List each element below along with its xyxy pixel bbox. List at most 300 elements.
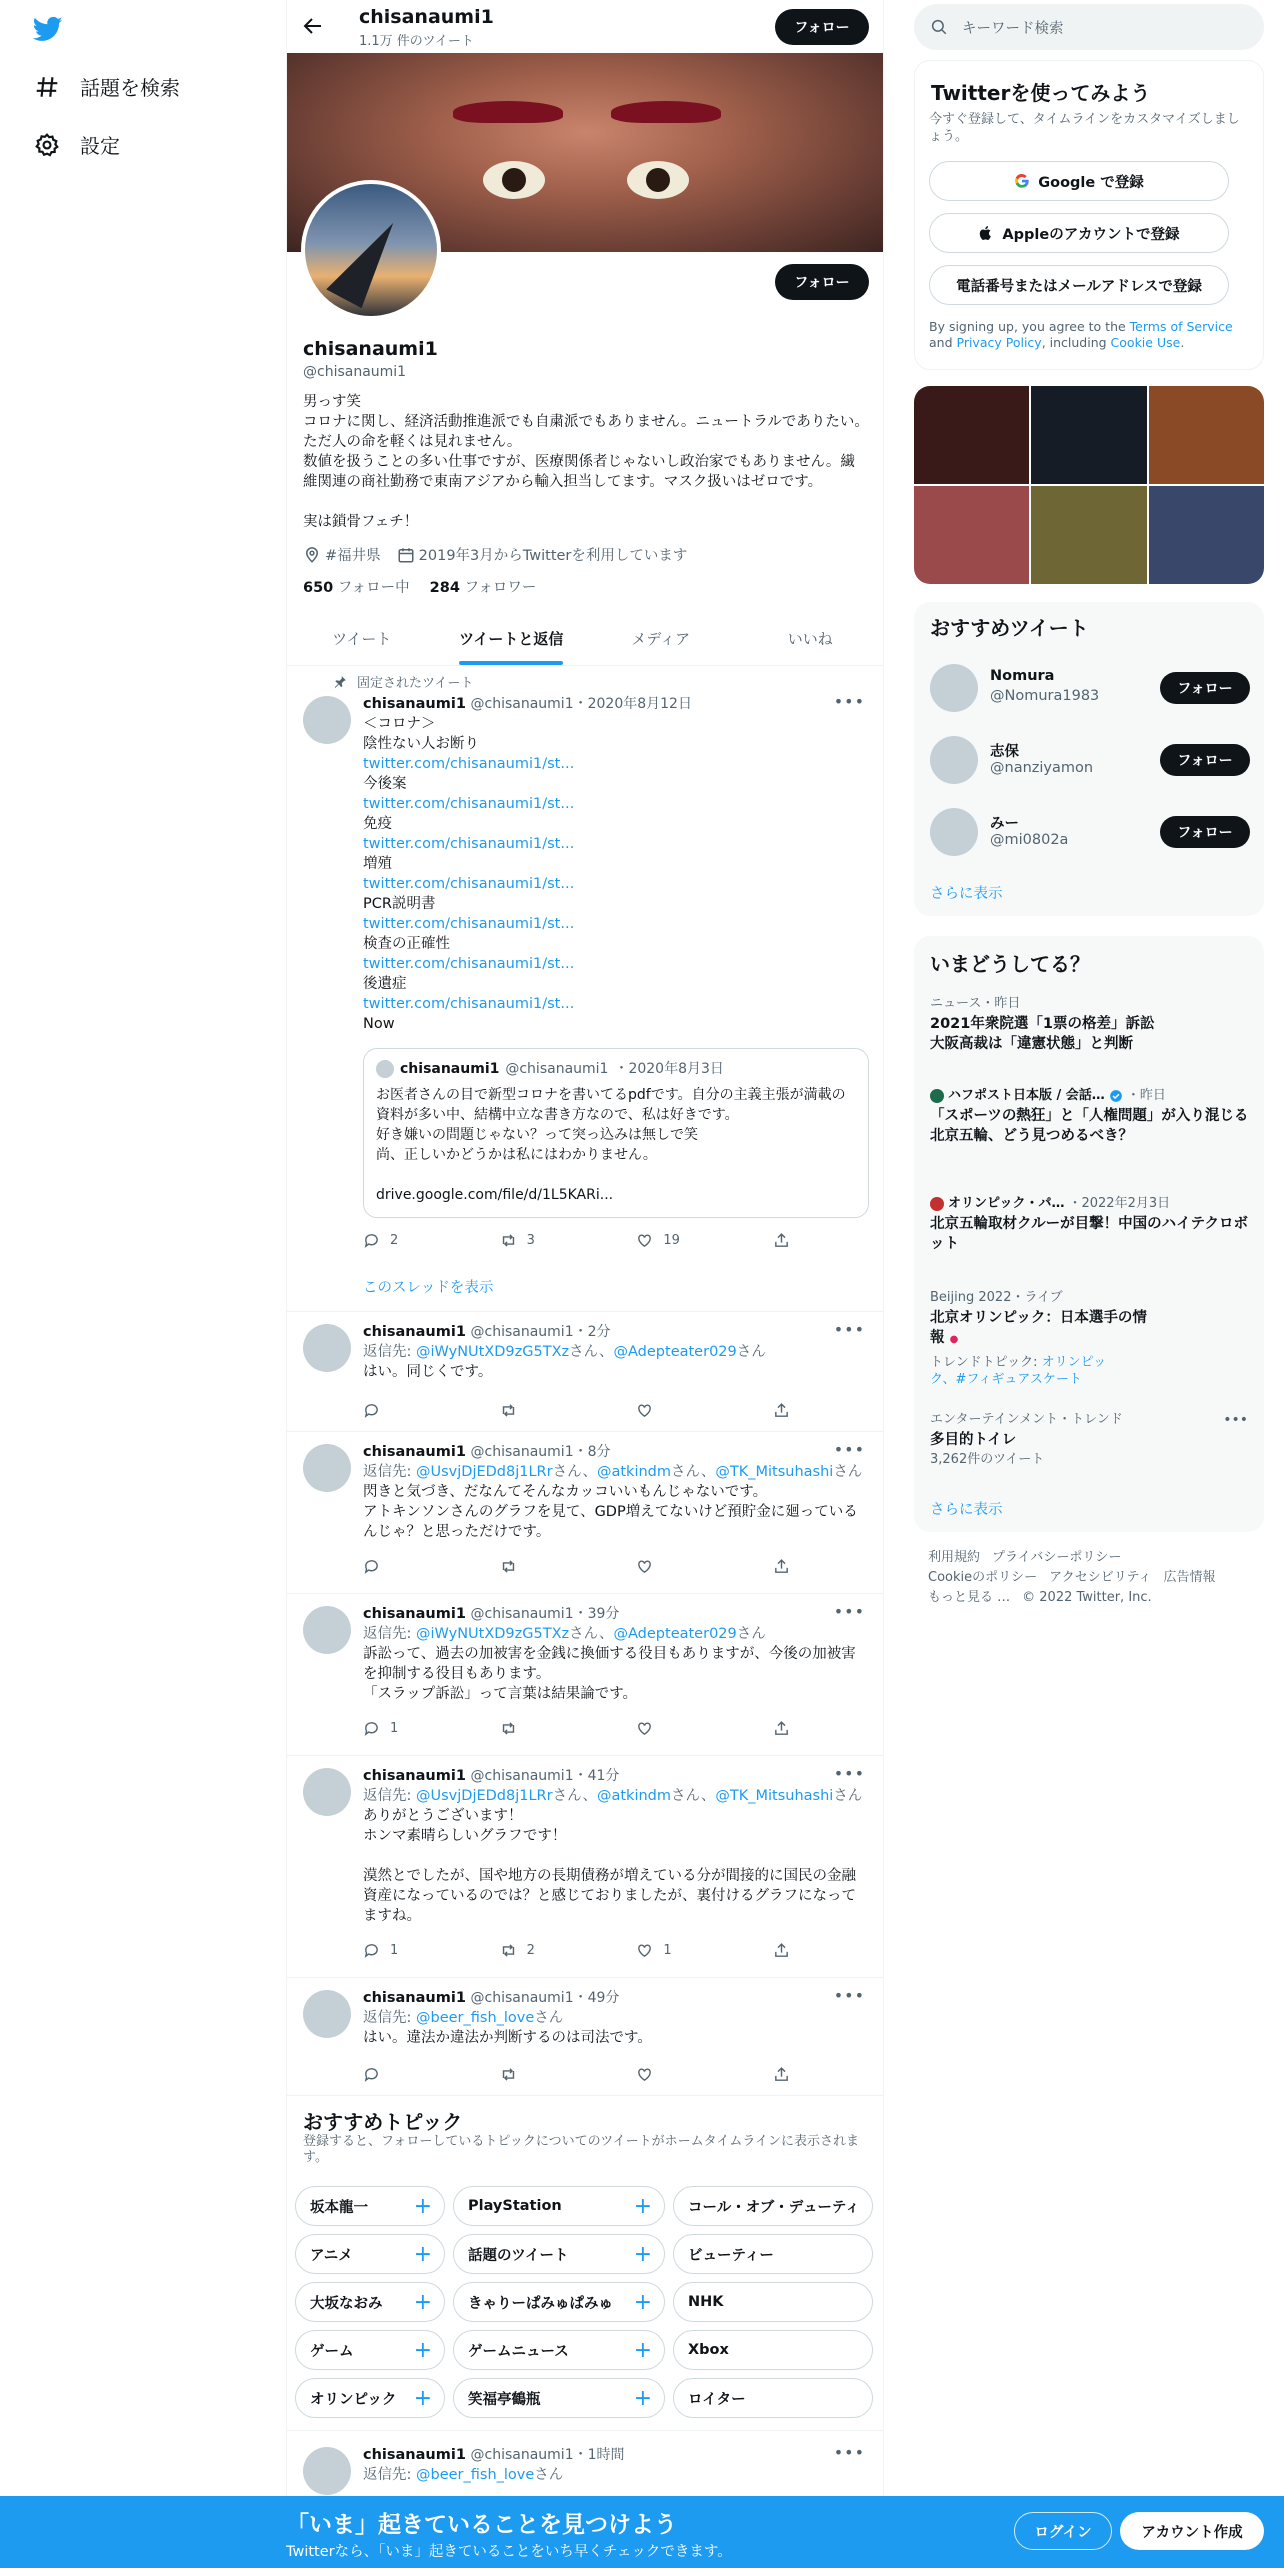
tweet-line: 検査の正確性 <box>363 936 450 952</box>
retweet-button[interactable] <box>500 2066 580 2083</box>
trend-item[interactable] <box>930 1288 1250 1388</box>
signup-title: Twitterを使ってみよう <box>931 81 1151 105</box>
tweet-header <box>363 1766 869 1786</box>
back-arrow-icon[interactable] <box>301 14 325 38</box>
reply-suffix: さん <box>534 2010 564 2026</box>
trends-title: いまどうしてる？ <box>930 952 1090 976</box>
more-options-icon[interactable]: ••• <box>833 692 865 711</box>
trending-links[interactable]: オリンピック、#フィギュアスケート <box>930 1355 1107 1387</box>
reply-suffix: さん、 <box>552 1464 597 1480</box>
follow-button[interactable]: フォロー <box>1160 672 1250 704</box>
plus-icon[interactable]: + <box>633 2385 652 2411</box>
user-name: Nomura <box>990 668 1055 684</box>
retweet-count: 3 <box>526 1233 535 1248</box>
topic-chip-label: ロイター <box>688 2391 746 2408</box>
user-handle: @mi0802a <box>990 832 1069 848</box>
topic-chip[interactable] <box>295 2378 445 2418</box>
trend-item[interactable] <box>930 1194 1250 1254</box>
tweet-line: 今後案 <box>363 776 407 792</box>
reply-button[interactable] <box>363 1720 443 1737</box>
recommended-more-link[interactable]: さらに表示 <box>930 886 1003 902</box>
reply-suffix: さん <box>833 1464 863 1480</box>
signup-legal <box>929 319 1249 351</box>
trend-item[interactable] <box>930 1086 1250 1146</box>
location-pin-icon <box>303 546 321 564</box>
plus-icon[interactable]: + <box>633 2289 652 2315</box>
profile-header-bar <box>287 0 884 53</box>
tweet-line: 陰性ない人お断り <box>363 736 479 752</box>
trend-item[interactable] <box>930 994 1250 1054</box>
pinned-tweet[interactable] <box>287 666 884 1312</box>
reply-mention[interactable]: @Adepteater029 <box>613 1626 737 1642</box>
media-thumbnail[interactable] <box>1149 486 1264 584</box>
avatar[interactable] <box>303 1444 351 1492</box>
tweet-body <box>363 694 869 1034</box>
recommended-title: おすすめツイート <box>930 616 1089 640</box>
share-icon <box>773 1232 790 1249</box>
trend-time: ・昨日 <box>1126 1088 1166 1103</box>
media-thumbnail[interactable] <box>1031 386 1146 484</box>
plus-icon[interactable]: + <box>413 2241 432 2267</box>
plus-icon[interactable]: + <box>413 2385 432 2411</box>
tweet[interactable] <box>287 1594 884 1756</box>
profile-follow-counts <box>303 576 536 597</box>
retweet-icon <box>500 1720 517 1737</box>
reply-prefix: 返信先: <box>363 2010 416 2026</box>
profile-joined-text: 2019年3月からTwitterを利用しています <box>418 548 688 564</box>
apple-signup-button[interactable] <box>929 213 1229 253</box>
follow-button[interactable]: フォロー <box>1160 816 1250 848</box>
like-button[interactable] <box>636 1558 716 1575</box>
tweet-line: PCR説明書 <box>363 896 436 912</box>
share-button[interactable] <box>773 1232 793 1249</box>
phone-email-signup-button[interactable]: 電話番号またはメールアドレスで登録 <box>929 265 1229 305</box>
prompt-title: 「いま」起きていることを見つけよう <box>286 2512 677 2538</box>
signup-button[interactable]: アカウント作成 <box>1120 2512 1264 2550</box>
reply-icon <box>363 2066 380 2083</box>
retweet-button[interactable] <box>500 1232 580 1249</box>
nav-settings[interactable] <box>34 130 120 159</box>
topic-chip[interactable] <box>673 2378 873 2418</box>
apple-logo-icon <box>978 225 994 241</box>
footer-link[interactable]: もっと見る … <box>928 1590 1011 1605</box>
search-icon <box>930 18 948 36</box>
avatar <box>376 1060 394 1078</box>
like-button[interactable] <box>636 1232 716 1249</box>
tweet-line: 後遺症 <box>363 976 407 992</box>
like-button[interactable] <box>636 2066 716 2083</box>
tweet-time[interactable]: ・2分 <box>573 1324 611 1340</box>
topic-chip[interactable] <box>295 2282 445 2322</box>
heart-icon <box>636 1402 653 1419</box>
hashtag-icon <box>34 74 60 100</box>
heart-icon <box>636 2066 653 2083</box>
trending-topics <box>930 1354 1130 1388</box>
topic-chip-label: PlayStation <box>468 2198 562 2214</box>
topic-chip[interactable] <box>295 2234 445 2274</box>
legal-text: By signing up, you agree to the <box>929 319 1130 334</box>
tweet-link[interactable]: twitter.com/chisanaumi1/st... <box>363 956 575 972</box>
trends-panel <box>914 936 1264 1532</box>
tweet-actions <box>363 2066 793 2083</box>
share-icon <box>773 1942 790 1959</box>
plus-icon[interactable]: + <box>633 2337 652 2363</box>
copyright: © 2022 Twitter, Inc. <box>1022 1590 1152 1605</box>
heart-icon <box>636 1720 653 1737</box>
more-options-icon[interactable]: ••• <box>833 1764 865 1783</box>
tweet-author-handle[interactable]: @chisanaumi1 <box>470 1990 574 2006</box>
reply-prefix: 返信先: <box>363 1788 416 1804</box>
footer-link[interactable]: プライバシーポリシー <box>992 1550 1122 1565</box>
terms-link[interactable]: Terms of Service <box>1129 319 1233 334</box>
share-button[interactable] <box>773 1558 793 1575</box>
profile-bio: 男っす笑 コロナに関し、経済活動推進派でも自粛派でもありません。ニュートラルでありたい。ただ人の命を軽くは見れません。 数値を扱うことの多い仕事ですが、医療関係者じゃないし政治家でもありません。繊維関連の商社勤務で東南アジアから輸入担当してます。マスク扱いはゼロです。 実は鎖骨フェチ！ <box>303 394 869 530</box>
share-button[interactable] <box>773 1942 793 1959</box>
topic-chip-label: ゲーム <box>310 2343 354 2360</box>
avatar[interactable] <box>930 664 978 712</box>
topic-chip[interactable] <box>453 2378 665 2418</box>
tweet-actions <box>363 1942 793 1959</box>
followers-label: フォロワー <box>464 580 537 596</box>
header-follow-button[interactable]: フォロー <box>775 9 869 45</box>
live-dot-icon: ● <box>949 1334 959 1345</box>
footer-link[interactable]: Cookieのポリシー <box>928 1570 1038 1585</box>
tweet-date[interactable]: ・2020年8月12日 <box>573 696 692 712</box>
reply-suffix: さん、 <box>671 1788 716 1804</box>
tab-tweets[interactable]: ツイート <box>332 630 392 648</box>
login-button[interactable]: ログイン <box>1014 2512 1112 2550</box>
reply-mention[interactable]: @atkindm <box>596 1788 671 1804</box>
tweet-link[interactable]: twitter.com/chisanaumi1/st... <box>363 796 575 812</box>
more-options-icon[interactable]: ••• <box>833 1440 865 1459</box>
tweet-body <box>363 1604 869 1704</box>
trend-category <box>930 1194 1250 1214</box>
topic-chip-label: コール・オブ・デューティ <box>688 2199 860 2216</box>
trend-title: 北京五輪取材クルーが目撃！中国のハイテクロボット <box>930 1216 1248 1252</box>
topic-chip[interactable] <box>453 2282 665 2322</box>
tweet-time[interactable]: ・8分 <box>573 1444 611 1460</box>
reply-mention[interactable]: @iWyNUtXD9zG5TXz <box>416 1344 570 1360</box>
privacy-link[interactable]: Privacy Policy <box>956 335 1042 350</box>
tweet-link[interactable]: twitter.com/chisanaumi1/st... <box>363 756 575 772</box>
tweet-author-name[interactable]: chisanaumi1 <box>363 1444 466 1460</box>
footer-link[interactable]: アクセシビリティ <box>1049 1570 1152 1585</box>
topic-chip[interactable] <box>673 2330 873 2370</box>
gear-icon <box>34 132 60 158</box>
reply-suffix: さん、 <box>552 1788 597 1804</box>
google-logo-icon <box>1014 173 1030 189</box>
profile-tabs <box>287 612 884 666</box>
reply-icon <box>363 1558 380 1575</box>
tweet-author-handle[interactable]: @chisanaumi1 <box>470 1768 574 1784</box>
reply-button[interactable] <box>363 1402 443 1419</box>
tweet-actions <box>363 1558 793 1575</box>
tweet-body <box>363 1442 869 1542</box>
topic-chip-label: 話題のツイート <box>468 2247 569 2264</box>
tweet-line: ＜コロナ＞ <box>363 716 436 732</box>
reply-mention[interactable]: @TK_Mitsuhashi <box>715 1788 834 1804</box>
topic-chip-label: 坂本龍一 <box>310 2199 368 2216</box>
tweet-author-handle[interactable]: @chisanaumi1 <box>470 1324 574 1340</box>
avatar[interactable] <box>303 1606 351 1654</box>
quoted-tweet[interactable] <box>363 1048 869 1218</box>
reply-context <box>363 1624 869 1644</box>
trend-category: Beijing 2022・ライブ <box>930 1290 1063 1305</box>
plus-icon[interactable]: + <box>413 2289 432 2315</box>
reply-button[interactable] <box>363 1558 443 1575</box>
tweet-author-name[interactable]: chisanaumi1 <box>363 696 466 712</box>
reply-mention[interactable]: @atkindm <box>596 1464 671 1480</box>
like-button[interactable] <box>636 1942 716 1959</box>
topic-chip[interactable] <box>673 2282 873 2322</box>
tweet[interactable] <box>287 1756 884 1978</box>
tab-likes[interactable]: いいね <box>787 630 833 648</box>
following-label: フォロー中 <box>337 580 410 596</box>
reply-prefix: 返信先: <box>363 1464 416 1480</box>
profile-location-text: #福井県 <box>325 548 381 564</box>
tab-media[interactable]: メディア <box>631 630 691 648</box>
nav-explore-label: 話題を検索 <box>80 76 180 100</box>
tweet-header <box>363 694 869 714</box>
recommended-user[interactable] <box>930 806 1250 858</box>
reply-suffix: さん <box>736 1344 766 1360</box>
topics-subtitle: 登録すると、フォローしているトピックについてのツイートがホームタイムラインに表示されます。 <box>303 2134 860 2165</box>
retweet-icon <box>500 1558 517 1575</box>
reply-context <box>363 1342 869 1362</box>
more-options-icon[interactable]: ••• <box>1223 1412 1248 1428</box>
share-icon <box>773 1402 790 1419</box>
tweet-author-name[interactable]: chisanaumi1 <box>363 2447 466 2463</box>
google-signup-button[interactable] <box>929 161 1229 201</box>
like-button[interactable] <box>636 1720 716 1737</box>
user-name: 志保 <box>990 744 1019 760</box>
topic-chip-label: NHK <box>688 2294 724 2310</box>
topic-chip[interactable] <box>295 2186 445 2226</box>
tweet-body <box>363 1766 869 1926</box>
trends-more-link[interactable]: さらに表示 <box>930 1502 1003 1518</box>
more-options-icon[interactable]: ••• <box>833 1986 865 2005</box>
topic-chip-label: 大坂なおみ <box>310 2295 383 2312</box>
reply-mention[interactable]: @TK_Mitsuhashi <box>715 1464 834 1480</box>
verified-badge-icon <box>1109 1089 1123 1103</box>
topic-chip-label: 笑福亭鶴瓶 <box>468 2391 541 2408</box>
tweet-author-handle[interactable]: @chisanaumi1 <box>470 2447 574 2463</box>
reply-context <box>363 2008 869 2028</box>
trend-source: ハフポスト日本版 / 会話… <box>948 1088 1105 1103</box>
reply-mention[interactable]: @beer_fish_love <box>416 2010 535 2026</box>
heart-icon <box>636 1232 653 1249</box>
tweet-line: Now <box>363 1016 395 1032</box>
share-button[interactable] <box>773 2066 793 2083</box>
share-button[interactable] <box>773 1402 793 1419</box>
tweet-time[interactable]: ・49分 <box>573 1990 620 2006</box>
followers-link[interactable] <box>430 576 537 597</box>
tweet-header <box>363 1442 869 1462</box>
recommended-user[interactable] <box>930 662 1250 714</box>
tweet-line: 免疫 <box>363 816 392 832</box>
more-options-icon[interactable]: ••• <box>833 2443 865 2462</box>
plus-icon[interactable]: + <box>633 2193 652 2219</box>
tweet-link[interactable]: twitter.com/chisanaumi1/st... <box>363 876 575 892</box>
reply-button[interactable] <box>363 1942 443 1959</box>
retweet-button[interactable] <box>500 1402 580 1419</box>
media-thumbnail[interactable] <box>1031 486 1146 584</box>
like-count: 19 <box>663 1233 680 1248</box>
tweet-author-handle[interactable]: @chisanaumi1 <box>470 1444 574 1460</box>
nav-explore[interactable] <box>34 72 180 101</box>
topic-chip[interactable] <box>673 2186 873 2226</box>
google-signup-label: Google で登録 <box>1038 174 1144 191</box>
avatar[interactable] <box>303 2447 351 2495</box>
retweet-button[interactable] <box>500 1942 580 1959</box>
tweet-author-handle[interactable]: @chisanaumi1 <box>470 696 574 712</box>
topic-chip-label: オリンピック <box>310 2391 397 2408</box>
tweet-author-handle[interactable]: @chisanaumi1 <box>470 1606 574 1622</box>
media-thumbnail[interactable] <box>914 386 1029 484</box>
show-thread-link[interactable]: このスレッドを表示 <box>363 1280 494 1296</box>
follow-button[interactable]: フォロー <box>1160 744 1250 776</box>
topic-chip-label: Xbox <box>688 2342 729 2358</box>
plus-icon[interactable]: + <box>413 2193 432 2219</box>
apple-signup-label: Appleのアカウントで登録 <box>1002 226 1180 243</box>
quoted-author-handle: @chisanaumi1 <box>505 1061 609 1077</box>
reply-mention[interactable]: @iWyNUtXD9zG5TXz <box>416 1626 570 1642</box>
share-icon <box>773 1720 790 1737</box>
user-handle: @nanziyamon <box>990 760 1094 776</box>
tweet[interactable] <box>287 1312 884 1432</box>
reply-icon <box>363 1232 380 1249</box>
tweet-author-name[interactable]: chisanaumi1 <box>363 1990 466 2006</box>
main-column <box>286 0 884 2568</box>
pinned-indicator <box>333 672 473 691</box>
retweet-button[interactable] <box>500 1720 580 1737</box>
avatar[interactable] <box>303 1990 351 2038</box>
avatar[interactable] <box>930 736 978 784</box>
profile-handle: @chisanaumi1 <box>303 364 407 380</box>
avatar[interactable] <box>303 1768 351 1816</box>
trend-category: ニュース・昨日 <box>930 996 1021 1011</box>
reply-count: 1 <box>390 1721 399 1736</box>
reply-prefix: 返信先: <box>363 1626 416 1642</box>
trend-title <box>930 1308 1160 1350</box>
tweet[interactable] <box>287 1432 884 1594</box>
recommended-user[interactable] <box>930 734 1250 786</box>
plus-icon[interactable]: + <box>633 2241 652 2267</box>
reply-button[interactable] <box>363 1232 443 1249</box>
reply-count: 1 <box>390 1943 399 1958</box>
twitter-logo-icon[interactable] <box>32 14 64 44</box>
topic-chip-label: ビューティー <box>688 2247 774 2264</box>
source-avatar <box>930 1089 944 1103</box>
footer-link[interactable]: 利用規約 <box>928 1550 981 1565</box>
topic-chip-label: アニメ <box>310 2247 353 2264</box>
tweet-actions <box>363 1720 793 1737</box>
media-thumbnail[interactable] <box>1149 386 1264 484</box>
avatar[interactable] <box>303 696 351 744</box>
following-link[interactable] <box>303 576 410 597</box>
topic-chip[interactable] <box>453 2330 665 2370</box>
topic-chip[interactable] <box>453 2234 665 2274</box>
plus-icon[interactable]: + <box>413 2337 432 2363</box>
profile-follow-button[interactable]: フォロー <box>775 264 869 300</box>
share-icon <box>773 1558 790 1575</box>
user-handle: @Nomura1983 <box>990 688 1100 704</box>
tweet-text: ありがとうございます！ ホンマ素晴らしいグラフです！ 漠然とでしたが、国や地方の長期債務が増えている分が間接的に国民の金融資産になっているのでは？と感じておりましたが、裏付けるグラフになってますね。 <box>363 1808 856 1924</box>
tweet-author-name[interactable]: chisanaumi1 <box>363 1324 466 1340</box>
profile-avatar[interactable] <box>301 180 441 320</box>
reply-mention[interactable]: @beer_fish_love <box>416 2467 535 2483</box>
topic-chip[interactable] <box>673 2234 873 2274</box>
heart-icon <box>636 1558 653 1575</box>
tweet-link[interactable]: twitter.com/chisanaumi1/st... <box>363 836 575 852</box>
share-button[interactable] <box>773 1720 793 1737</box>
retweet-count: 2 <box>526 1943 535 1958</box>
topic-chip-label: きゃりーぱみゅぱみゅ <box>468 2295 613 2312</box>
avatar[interactable] <box>303 1324 351 1372</box>
reply-suffix: さん <box>833 1788 863 1804</box>
reply-icon <box>363 1720 380 1737</box>
reply-suffix: さん <box>736 1626 766 1642</box>
reply-suffix: さん <box>534 2467 564 2483</box>
tweet-time[interactable]: ・41分 <box>573 1768 620 1784</box>
header-tweet-count: 1.1万 件のツイート <box>359 34 474 49</box>
avatar[interactable] <box>930 808 978 856</box>
reply-mention[interactable]: @Adepteater029 <box>613 1344 737 1360</box>
tweet-header <box>363 1604 869 1624</box>
topic-chip[interactable] <box>295 2330 445 2370</box>
tweet-author-name[interactable]: chisanaumi1 <box>363 1606 466 1622</box>
tweet-header <box>363 1988 869 2008</box>
quoted-date: ・2020年8月3日 <box>614 1061 724 1077</box>
reply-icon <box>363 1942 380 1959</box>
recommended-panel <box>914 602 1264 916</box>
topic-chip[interactable] <box>453 2186 665 2226</box>
tab-tweets-and-replies[interactable]: ツイートと返信 <box>437 612 587 665</box>
tweet[interactable] <box>287 1978 884 2096</box>
retweet-button[interactable] <box>500 1558 580 1575</box>
tweet-link[interactable]: twitter.com/chisanaumi1/st... <box>363 916 575 932</box>
tweet-text: 訴訟って、過去の加被害を金銭に換価する役目もありますが、今後の加被害を抑制する役目もあります。 「スラップ訴訟」って言葉は結果論です。 <box>363 1646 856 1702</box>
footer-link[interactable]: 広告情報 <box>1163 1570 1216 1585</box>
quoted-author-name: chisanaumi1 <box>400 1061 500 1077</box>
followers-count: 284 <box>429 580 460 596</box>
more-options-icon[interactable]: ••• <box>833 1602 865 1621</box>
tweet-body <box>363 1988 869 2048</box>
trend-time: ・2022年2月3日 <box>1068 1196 1171 1211</box>
reply-mention[interactable]: @UsvjDjEDd8j1LRr <box>416 1788 553 1804</box>
tweet-link[interactable]: twitter.com/chisanaumi1/st... <box>363 996 575 1012</box>
topic-chip-label: ゲームニュース <box>468 2343 569 2360</box>
tweet-time[interactable]: ・39分 <box>573 1606 620 1622</box>
cookie-link[interactable]: Cookie Use <box>1110 335 1181 350</box>
trend-item[interactable] <box>930 1410 1250 1470</box>
prompt-subtitle: Twitterなら、「いま」起きていることをいち早くチェックできます。 <box>286 2544 732 2560</box>
more-options-icon[interactable]: ••• <box>833 1320 865 1339</box>
trend-title: 「スポーツの熱狂」と「人権問題」が入り混じる北京五輪、どう見つめるべき？ <box>930 1108 1249 1144</box>
trend-category: エンターテインメント・トレンド <box>930 1412 1123 1427</box>
profile-location <box>303 544 381 565</box>
tweet-author-name[interactable]: chisanaumi1 <box>363 1768 466 1784</box>
reply-mention[interactable]: @UsvjDjEDd8j1LRr <box>416 1464 553 1480</box>
trend-count: 3,262件のツイート <box>930 1452 1045 1467</box>
media-thumbnail[interactable] <box>914 486 1029 584</box>
reply-button[interactable] <box>363 2066 443 2083</box>
like-button[interactable] <box>636 1402 716 1419</box>
search-input[interactable] <box>914 4 1264 50</box>
profile-meta <box>303 544 687 565</box>
tweet-time[interactable]: ・1時間 <box>573 2447 625 2463</box>
profile-name: chisanaumi1 <box>303 338 438 360</box>
